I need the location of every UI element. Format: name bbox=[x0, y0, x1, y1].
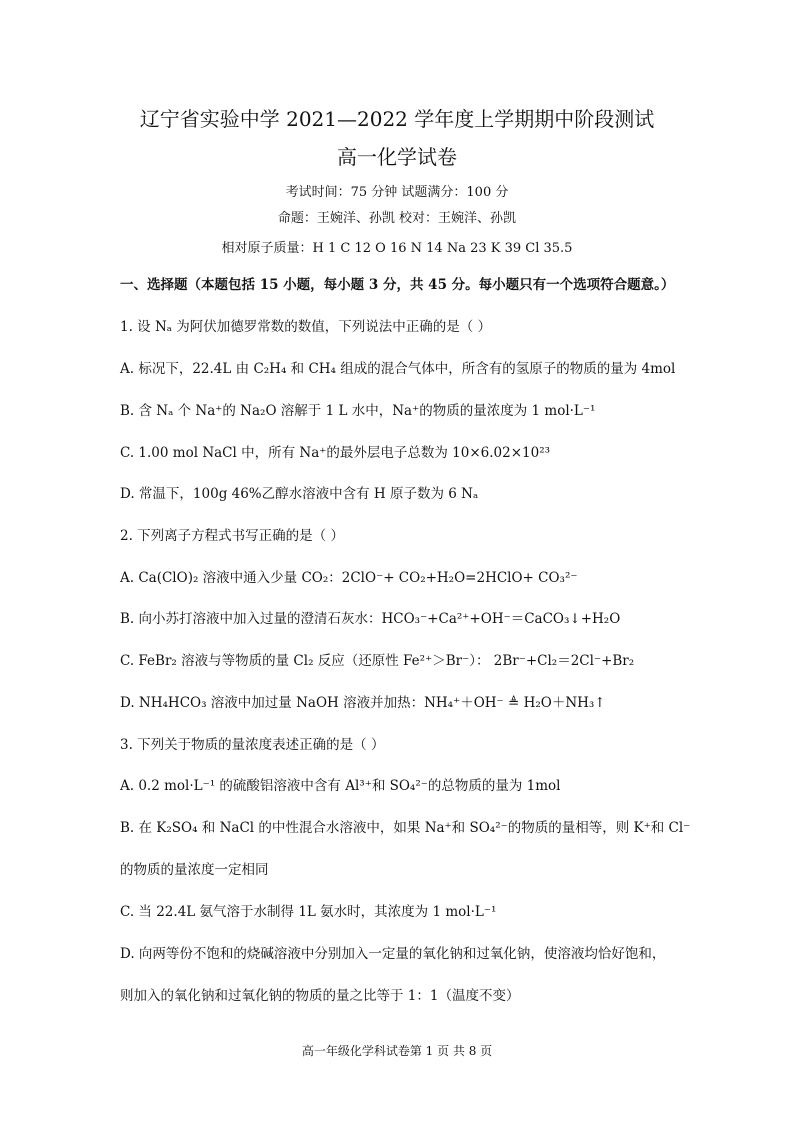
question-1-option-d: D. 常温下，100g 46%乙醇水溶液中含有 H 原子数为 6 Nₐ bbox=[120, 486, 479, 502]
question-2-option-a: A. Ca(ClO)₂ 溶液中通入少量 CO₂：2ClO⁻+ CO₂+H₂O=2HClO+ CO₃²⁻ bbox=[120, 570, 578, 586]
question-2-option-d: D. NH₄HCO₃ 溶液中加过量 NaOH 溶液并加热：NH₄⁺＋OH⁻ ≜ H₂O＋NH₃↑ bbox=[120, 695, 606, 711]
question-3-option-b-line2: 的物质的量浓度一定相同 bbox=[120, 862, 269, 878]
authors-line: 命题：王婉洋、孙凯 校对：王婉洋、孙凯 bbox=[277, 211, 517, 226]
question-1-option-c: C. 1.00 mol NaCl 中，所有 Na⁺的最外层电子总数为 10×6.02×10²³ bbox=[120, 445, 551, 461]
question-2-option-c: C. FeBr₂ 溶液与等物质的量 Cl₂ 反应（还原性 Fe²⁺＞Br⁻）： 2Br⁻+Cl₂＝2Cl⁻+Br₂ bbox=[120, 653, 635, 669]
question-2-stem: 2. 下列离子方程式书写正确的是（ ） bbox=[120, 528, 344, 544]
question-3-option-a: A. 0.2 mol·L⁻¹ 的硫酸铝溶液中含有 Al³⁺和 SO₄²⁻的总物质的量为 1mol bbox=[120, 778, 561, 794]
question-3-stem: 3. 下列关于物质的量浓度表述正确的是（ ） bbox=[120, 737, 385, 753]
atomic-masses: 相对原子质量：H 1 C 12 O 16 N 14 Na 23 K 39 Cl 35.5 bbox=[221, 241, 573, 256]
question-2-option-b: B. 向小苏打溶液中加入过量的澄清石灰水：HCO₃⁻+Ca²⁺+OH⁻＝CaCO₃↓+H₂O bbox=[120, 611, 621, 627]
exam-info: 考试时间：75 分钟 试题满分：100 分 bbox=[285, 185, 509, 200]
page-title: 辽宁省实验中学 2021—2022 学年度上学期期中阶段测试 bbox=[139, 107, 655, 131]
question-3-option-d-line2: 则加入的氧化钠和过氧化钠的物质的量之比等于 1：1（温度不变） bbox=[120, 988, 520, 1004]
page-footer: 高一年级化学科试卷第 1 页 共 8 页 bbox=[301, 1044, 493, 1058]
question-3-option-b-line1: B. 在 K₂SO₄ 和 NaCl 的中性混合水溶液中，如果 Na⁺和 SO₄²⁻的物质的量相等，则 K⁺和 Cl⁻ bbox=[120, 820, 691, 836]
page-subtitle: 高一化学试卷 bbox=[337, 145, 457, 169]
question-1-option-a: A. 标况下，22.4L 由 C₂H₄ 和 CH₄ 组成的混合气体中，所含有的氢原子的物质的量为 4mol bbox=[120, 361, 676, 377]
question-1-stem: 1. 设 Nₐ 为阿伏加德罗常数的数值，下列说法中正确的是（ ） bbox=[120, 319, 492, 335]
question-3-option-d-line1: D. 向两等份不饱和的烧碱溶液中分别加入一定量的氧化钠和过氧化钠，使溶液均恰好饱和， bbox=[120, 946, 666, 962]
question-1-option-b: B. 含 Nₐ 个 Na⁺的 Na₂O 溶解于 1 L 水中，Na⁺的物质的量浓度为 1 mol·L⁻¹ bbox=[120, 403, 596, 419]
section-heading: 一、选择题（本题包括 15 小题，每小题 3 分，共 45 分。每小题只有一个选项符合题意。） bbox=[120, 277, 675, 293]
question-3-option-c: C. 当 22.4L 氨气溶于水制得 1L 氨水时，其浓度为 1 mol·L⁻¹ bbox=[120, 904, 497, 920]
